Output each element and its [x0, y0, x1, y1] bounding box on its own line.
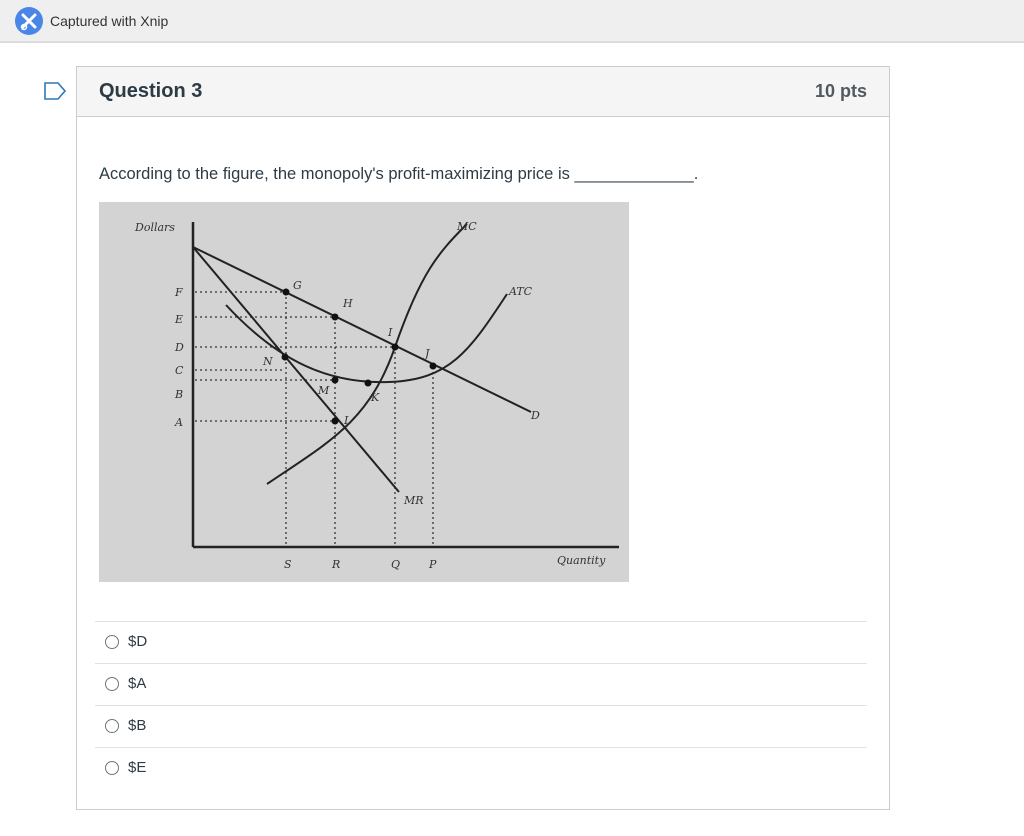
mc-label: MC [457, 220, 477, 233]
point-k [365, 380, 372, 387]
answer-option[interactable] [95, 705, 867, 747]
capture-label: Captured with Xnip [50, 13, 169, 29]
answer-radio[interactable] [105, 677, 119, 691]
atc-curve [226, 294, 507, 382]
label-i: I [388, 326, 393, 339]
monopoly-figure [99, 202, 629, 582]
answer-option[interactable] [95, 621, 867, 663]
demand-curve [193, 247, 531, 412]
mr-label: MR [404, 494, 424, 507]
point-m [332, 377, 339, 384]
tick-c: C [175, 364, 184, 377]
capture-toolbar [0, 0, 1024, 43]
answer-label: $A [128, 675, 147, 692]
label-j: J [425, 347, 430, 360]
question-header [77, 67, 889, 117]
question-points: 10 pts [814, 81, 867, 101]
question-text: According to the figure, the monopoly's profit-maximizing price is _____________. [99, 165, 699, 183]
flag-question-icon[interactable] [44, 82, 66, 100]
point-n [282, 354, 289, 361]
x-axis-label: Quantity [557, 554, 606, 567]
tick-d: D [175, 341, 184, 354]
answer-label: $E [128, 759, 147, 776]
answer-radio[interactable] [105, 719, 119, 733]
xnip-logo-icon [15, 7, 43, 35]
atc-label: ATC [509, 285, 533, 298]
tick-b: B [175, 388, 184, 401]
label-h: H [343, 297, 353, 310]
answer-option[interactable] [95, 663, 867, 705]
label-m: M [318, 384, 330, 397]
label-l: L [344, 414, 352, 427]
answer-label: $D [128, 633, 148, 650]
point-g [283, 289, 290, 296]
label-n: N [263, 355, 273, 368]
label-g: G [293, 279, 302, 292]
answer-list [95, 621, 867, 789]
question-card [76, 66, 890, 810]
answer-label: $B [128, 717, 147, 734]
point-h [332, 314, 339, 321]
tick-f: F [175, 286, 183, 299]
demand-label: D [531, 409, 540, 422]
point-i [392, 344, 399, 351]
tick-s: S [284, 558, 292, 571]
mc-curve [267, 224, 467, 484]
label-k: K [371, 391, 380, 404]
question-title: Question 3 [99, 80, 203, 102]
answer-radio[interactable] [105, 635, 119, 649]
tick-e: E [175, 313, 184, 326]
y-axis-label: Dollars [135, 221, 175, 234]
point-j [430, 363, 437, 370]
point-l [332, 418, 339, 425]
tick-q: Q [391, 558, 401, 571]
tick-r: R [332, 558, 341, 571]
answer-option[interactable] [95, 747, 867, 789]
tick-a: A [175, 416, 183, 429]
answer-radio[interactable] [105, 761, 119, 775]
tick-p: P [429, 558, 437, 571]
